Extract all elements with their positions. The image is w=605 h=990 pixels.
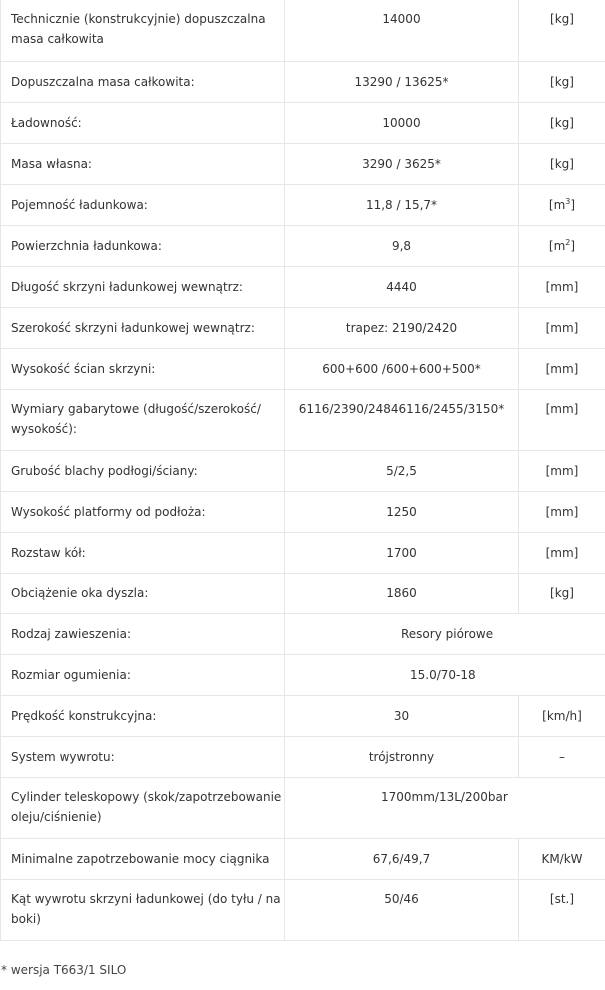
spec-value-text: 4440 bbox=[386, 279, 417, 294]
spec-unit bbox=[519, 879, 605, 940]
spec-value bbox=[285, 102, 519, 143]
spec-unit-text: [m bbox=[548, 238, 566, 253]
spec-value bbox=[285, 225, 519, 266]
spec-label: Kąt wywrotu skrzyni ładunkowej (do tyłu / na boki) bbox=[1, 879, 285, 940]
spec-row bbox=[1, 143, 605, 184]
spec-value bbox=[285, 266, 519, 307]
spec-label: Grubość blachy podłogi/ściany: bbox=[1, 450, 285, 491]
spec-value bbox=[285, 695, 519, 736]
spec-value-text: 1860 bbox=[386, 586, 417, 600]
spec-label: Ładowność: bbox=[1, 102, 285, 143]
spec-unit-text: [mm] bbox=[545, 545, 579, 560]
spec-value bbox=[285, 184, 519, 225]
spec-row bbox=[1, 613, 605, 654]
spec-value-text: 13290 / 13625* bbox=[354, 74, 449, 89]
spec-label: Rodzaj zawieszenia: bbox=[1, 613, 285, 654]
spec-row bbox=[1, 532, 605, 573]
spec-unit-text: [kg] bbox=[550, 156, 574, 171]
spec-unit-text: [mm] bbox=[545, 361, 579, 376]
spec-label: Wymiary gabarytowe (długość/szerokość/ wysokość): bbox=[1, 389, 285, 450]
spec-unit-text: [mm] bbox=[545, 504, 579, 519]
spec-row bbox=[1, 61, 605, 102]
spec-value-text: trójstronny bbox=[368, 749, 435, 764]
spec-value bbox=[285, 613, 605, 654]
footnote: * wersja T663/1 SILO bbox=[1, 963, 127, 977]
spec-value bbox=[285, 0, 519, 61]
spec-label: Pojemność ładunkowa: bbox=[1, 184, 285, 225]
spec-unit-text: [mm] bbox=[545, 463, 579, 478]
spec-unit bbox=[519, 266, 605, 307]
spec-row bbox=[1, 225, 605, 266]
spec-value-text: 600+600 /600+600+500* bbox=[322, 361, 481, 376]
spec-label: Wysokość ścian skrzyni: bbox=[1, 348, 285, 389]
spec-unit-text: [kg] bbox=[550, 74, 574, 89]
spec-unit-text: [kg] bbox=[550, 115, 574, 130]
spec-row bbox=[1, 184, 605, 225]
spec-unit-text: [st.] bbox=[549, 891, 575, 906]
spec-unit-text: [km/h] bbox=[542, 708, 582, 723]
spec-row bbox=[1, 879, 605, 940]
spec-row bbox=[1, 0, 605, 61]
spec-label: Dopuszczalna masa całkowita: bbox=[1, 61, 285, 102]
spec-row bbox=[1, 389, 605, 450]
spec-value-text: 11,8 / 15,7* bbox=[365, 197, 438, 212]
spec-value bbox=[285, 777, 605, 838]
spec-row bbox=[1, 348, 605, 389]
spec-value bbox=[285, 838, 519, 879]
spec-unit bbox=[519, 736, 605, 777]
spec-row bbox=[1, 695, 605, 736]
spec-unit-end: ] bbox=[570, 238, 576, 253]
spec-unit bbox=[519, 0, 605, 61]
spec-value bbox=[285, 573, 519, 613]
spec-unit-text: [mm] bbox=[545, 279, 579, 294]
spec-unit-exponent: 3 bbox=[565, 196, 571, 206]
spec-value-text: 15.0/70-18 bbox=[410, 667, 476, 682]
spec-label: Rozmiar ogumienia: bbox=[1, 654, 285, 695]
spec-value-text: 9,8 bbox=[391, 238, 412, 253]
spec-value-text: 3290 / 3625* bbox=[362, 156, 441, 171]
spec-unit bbox=[519, 695, 605, 736]
spec-label: Szerokość skrzyni ładunkowej wewnątrz: bbox=[1, 307, 285, 348]
spec-row bbox=[1, 838, 605, 879]
spec-value bbox=[285, 348, 519, 389]
spec-label: Rozstaw kół: bbox=[1, 532, 285, 573]
spec-row bbox=[1, 777, 605, 838]
spec-unit bbox=[519, 491, 605, 532]
spec-value bbox=[285, 532, 519, 573]
spec-row bbox=[1, 491, 605, 532]
spec-unit-text: [kg] bbox=[550, 12, 574, 26]
spec-label: Technicznie (konstrukcyjnie) dopuszczalna masa całkowita bbox=[1, 0, 285, 61]
spec-unit-end: ] bbox=[570, 197, 576, 212]
spec-unit bbox=[519, 838, 605, 879]
spec-unit-exponent: 2 bbox=[565, 237, 571, 247]
spec-unit bbox=[519, 225, 605, 266]
spec-unit bbox=[519, 450, 605, 491]
spec-value bbox=[285, 307, 519, 348]
spec-unit-text: – bbox=[559, 749, 565, 764]
spec-value-text: 5/2,5 bbox=[386, 463, 417, 478]
spec-unit bbox=[519, 532, 605, 573]
spec-unit-text: [m bbox=[548, 197, 566, 212]
spec-label: Masa własna: bbox=[1, 143, 285, 184]
spec-value-text: 50/46 bbox=[384, 891, 419, 906]
spec-unit bbox=[519, 102, 605, 143]
spec-label: Prędkość konstrukcyjna: bbox=[1, 695, 285, 736]
spec-row bbox=[1, 654, 605, 695]
spec-row bbox=[1, 102, 605, 143]
spec-row bbox=[1, 573, 605, 613]
spec-value-text: 6116/2390/24846116/2455/3150* bbox=[298, 401, 505, 416]
spec-row bbox=[1, 736, 605, 777]
spec-unit bbox=[519, 143, 605, 184]
spec-value-text: 30 bbox=[393, 708, 410, 723]
spec-label: Minimalne zapotrzebowanie mocy ciągnika bbox=[1, 838, 285, 879]
spec-unit-text: [kg] bbox=[550, 586, 574, 600]
specification-table-body bbox=[1, 0, 605, 940]
spec-label: Powierzchnia ładunkowa: bbox=[1, 225, 285, 266]
spec-value bbox=[285, 389, 519, 450]
spec-value-text: 1700 bbox=[386, 545, 417, 560]
spec-row bbox=[1, 307, 605, 348]
spec-label: Cylinder teleskopowy (skok/zapotrzebowanie oleju/ciśnienie) bbox=[1, 777, 285, 838]
spec-label: Obciążenie oka dyszla: bbox=[1, 573, 285, 613]
spec-unit bbox=[519, 307, 605, 348]
spec-value bbox=[285, 61, 519, 102]
spec-unit bbox=[519, 389, 605, 450]
spec-unit bbox=[519, 573, 605, 613]
spec-unit-text: KM/kW bbox=[541, 851, 583, 866]
spec-row bbox=[1, 450, 605, 491]
spec-value-text: Resory piórowe bbox=[401, 626, 494, 641]
spec-value bbox=[285, 143, 519, 184]
spec-value bbox=[285, 450, 519, 491]
spec-value bbox=[285, 491, 519, 532]
spec-value bbox=[285, 736, 519, 777]
spec-value bbox=[285, 879, 519, 940]
spec-value-text: 14000 bbox=[382, 12, 421, 26]
spec-value-text: 1250 bbox=[386, 504, 417, 519]
spec-value bbox=[285, 654, 605, 695]
spec-label: System wywrotu: bbox=[1, 736, 285, 777]
spec-unit bbox=[519, 348, 605, 389]
spec-value-text: 67,6/49,7 bbox=[372, 851, 431, 866]
spec-unit bbox=[519, 61, 605, 102]
spec-value-text: trapez: 2190/2420 bbox=[345, 320, 458, 335]
spec-unit bbox=[519, 184, 605, 225]
spec-value-text: 10000 bbox=[382, 115, 421, 130]
spec-value-text: 1700mm/13L/200bar bbox=[381, 789, 508, 804]
spec-label: Długość skrzyni ładunkowej wewnątrz: bbox=[1, 266, 285, 307]
spec-label: Wysokość platformy od podłoża: bbox=[1, 491, 285, 532]
spec-unit-text: [mm] bbox=[545, 401, 579, 416]
spec-row bbox=[1, 266, 605, 307]
spec-unit-text: [mm] bbox=[545, 320, 579, 335]
